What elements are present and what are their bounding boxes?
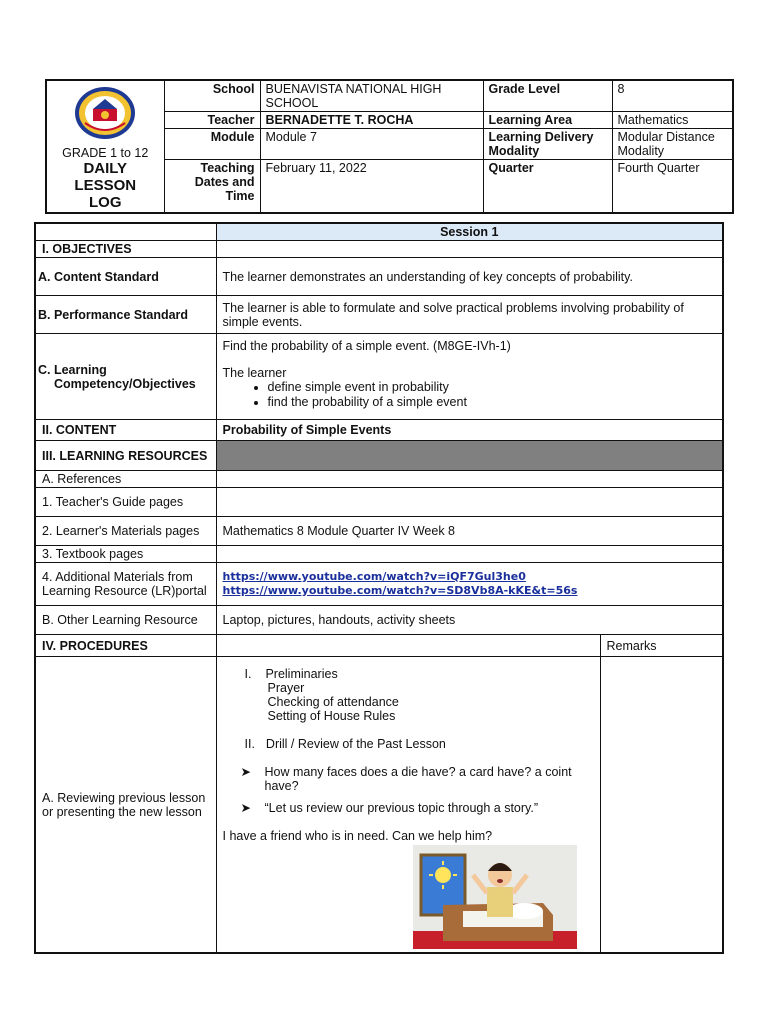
session-header: Session 1 (216, 223, 723, 241)
story-intro: I have a friend who is in need. Can we help him? (222, 829, 493, 843)
dates-label: Teaching Dates and Time (164, 160, 260, 214)
preliminaries-heading (223, 667, 594, 681)
waking-boy-illustration (413, 845, 577, 949)
review-label: A. Reviewing previous lesson or presenting the new lesson (35, 657, 216, 954)
prelim-item: Setting of House Rules (267, 709, 396, 723)
learning-area-label: Learning Area (483, 112, 612, 129)
content-standard-value: The learner demonstrates an understanding of key concepts of probability. (216, 258, 723, 296)
competency-label-line1: C. Learning (38, 362, 107, 377)
other-resource-label: B. Other Learning Resource (35, 606, 216, 635)
lesson-log-table (34, 222, 724, 954)
resources-heading: III. LEARNING RESOURCES (35, 441, 216, 471)
additional-materials-value (216, 563, 723, 606)
arrow-bullet-icon: ➤ (240, 765, 251, 779)
quarter-value: Fourth Quarter (612, 160, 733, 214)
grade-level-value: 8 (612, 80, 733, 112)
objective-bullets (223, 380, 717, 410)
competency-label-line2: Competency/Objectives (54, 376, 196, 391)
resources-gray-bar (216, 441, 723, 471)
prelim-title: Preliminaries (265, 667, 338, 681)
question-item (223, 765, 594, 793)
references-label: A. References (35, 471, 216, 488)
remarks-label: Remarks (600, 635, 723, 657)
log-title-1: DAILY (83, 160, 128, 177)
learners-materials-value: Mathematics 8 Module Quarter IV Week 8 (216, 517, 723, 546)
content-heading: II. CONTENT (35, 420, 216, 441)
performance-standard-label: B. Performance Standard (35, 296, 216, 334)
competency-value (216, 334, 723, 420)
drill-title: Drill / Review of the Past Lesson (265, 737, 446, 751)
references-blank (216, 471, 723, 488)
objectives-blank (216, 241, 723, 258)
learner-intro: The learner (222, 366, 287, 380)
objective-bullet: • define simple event in probability (268, 380, 717, 395)
arrow-bullet-icon: ➤ (240, 801, 251, 815)
prelim-item: Prayer (267, 681, 305, 695)
youtube-link-2[interactable]: https://www.youtube.com/watch?v=SD8Vb8A-kKE&t=56s (222, 584, 578, 597)
procedures-blank (216, 635, 600, 657)
objective-bullet: • find the probability of a simple event (268, 395, 717, 410)
drill-number: II. (244, 737, 255, 751)
delivery-label: Learning Delivery Modality (483, 129, 612, 160)
other-resource-value: Laptop, pictures, handouts, activity sheets (216, 606, 723, 635)
log-title-2: LESSON (74, 177, 137, 194)
competency-label (35, 334, 216, 420)
school-label: School (164, 80, 260, 112)
question-text: How many faces does a die have? a card have? a coint have? (264, 765, 572, 793)
logo-cell (46, 80, 164, 213)
dates-value: February 11, 2022 (260, 160, 483, 214)
module-value: Module 7 (260, 129, 483, 160)
grade-level-label: Grade Level (483, 80, 612, 112)
drill-heading (223, 737, 594, 751)
prelim-item: Checking of attendance (267, 695, 399, 709)
module-label: Module (164, 129, 260, 160)
objectives-heading: I. OBJECTIVES (35, 241, 216, 258)
delivery-value: Modular Distance Modality (612, 129, 733, 160)
procedures-heading: IV. PROCEDURES (35, 635, 216, 657)
performance-standard-value: The learner is able to formulate and solve practical problems involving probability of simple events. (216, 296, 723, 334)
textbook-value (216, 546, 723, 563)
competency-code: Find the probability of a simple event. (M8GE-IVh-1) (222, 339, 511, 353)
prelim-number: I. (244, 667, 252, 681)
teacher-value: BERNADETTE T. ROCHA (260, 112, 483, 129)
teachers-guide-label: 1. Teacher's Guide pages (35, 488, 216, 517)
grade-range: GRADE 1 to 12 (62, 146, 149, 160)
content-value: Probability of Simple Events (216, 420, 723, 441)
question-item (223, 801, 594, 815)
learners-materials-label: 2. Learner's Materials pages (35, 517, 216, 546)
youtube-link-1[interactable]: https://www.youtube.com/watch?v=iQF7Gul3he0 (222, 570, 526, 583)
content-standard-label: A. Content Standard (35, 258, 216, 296)
quarter-label: Quarter (483, 160, 612, 214)
teachers-guide-value (216, 488, 723, 517)
blank-cell (35, 223, 216, 241)
header-table (45, 79, 734, 214)
log-title-3: LOG (89, 194, 122, 211)
review-remarks (600, 657, 723, 954)
question-text: “Let us review our previous topic through a story.” (264, 801, 539, 815)
school-value: BUENAVISTA NATIONAL HIGH SCHOOL (260, 80, 483, 112)
textbook-label: 3. Textbook pages (35, 546, 216, 563)
learning-area-value: Mathematics (612, 112, 733, 129)
teacher-label: Teacher (164, 112, 260, 129)
review-procedure-content (216, 657, 600, 954)
deped-seal-logo (73, 85, 137, 141)
additional-materials-label: 4. Additional Materials from Learning Resource (LR)portal (35, 563, 216, 606)
